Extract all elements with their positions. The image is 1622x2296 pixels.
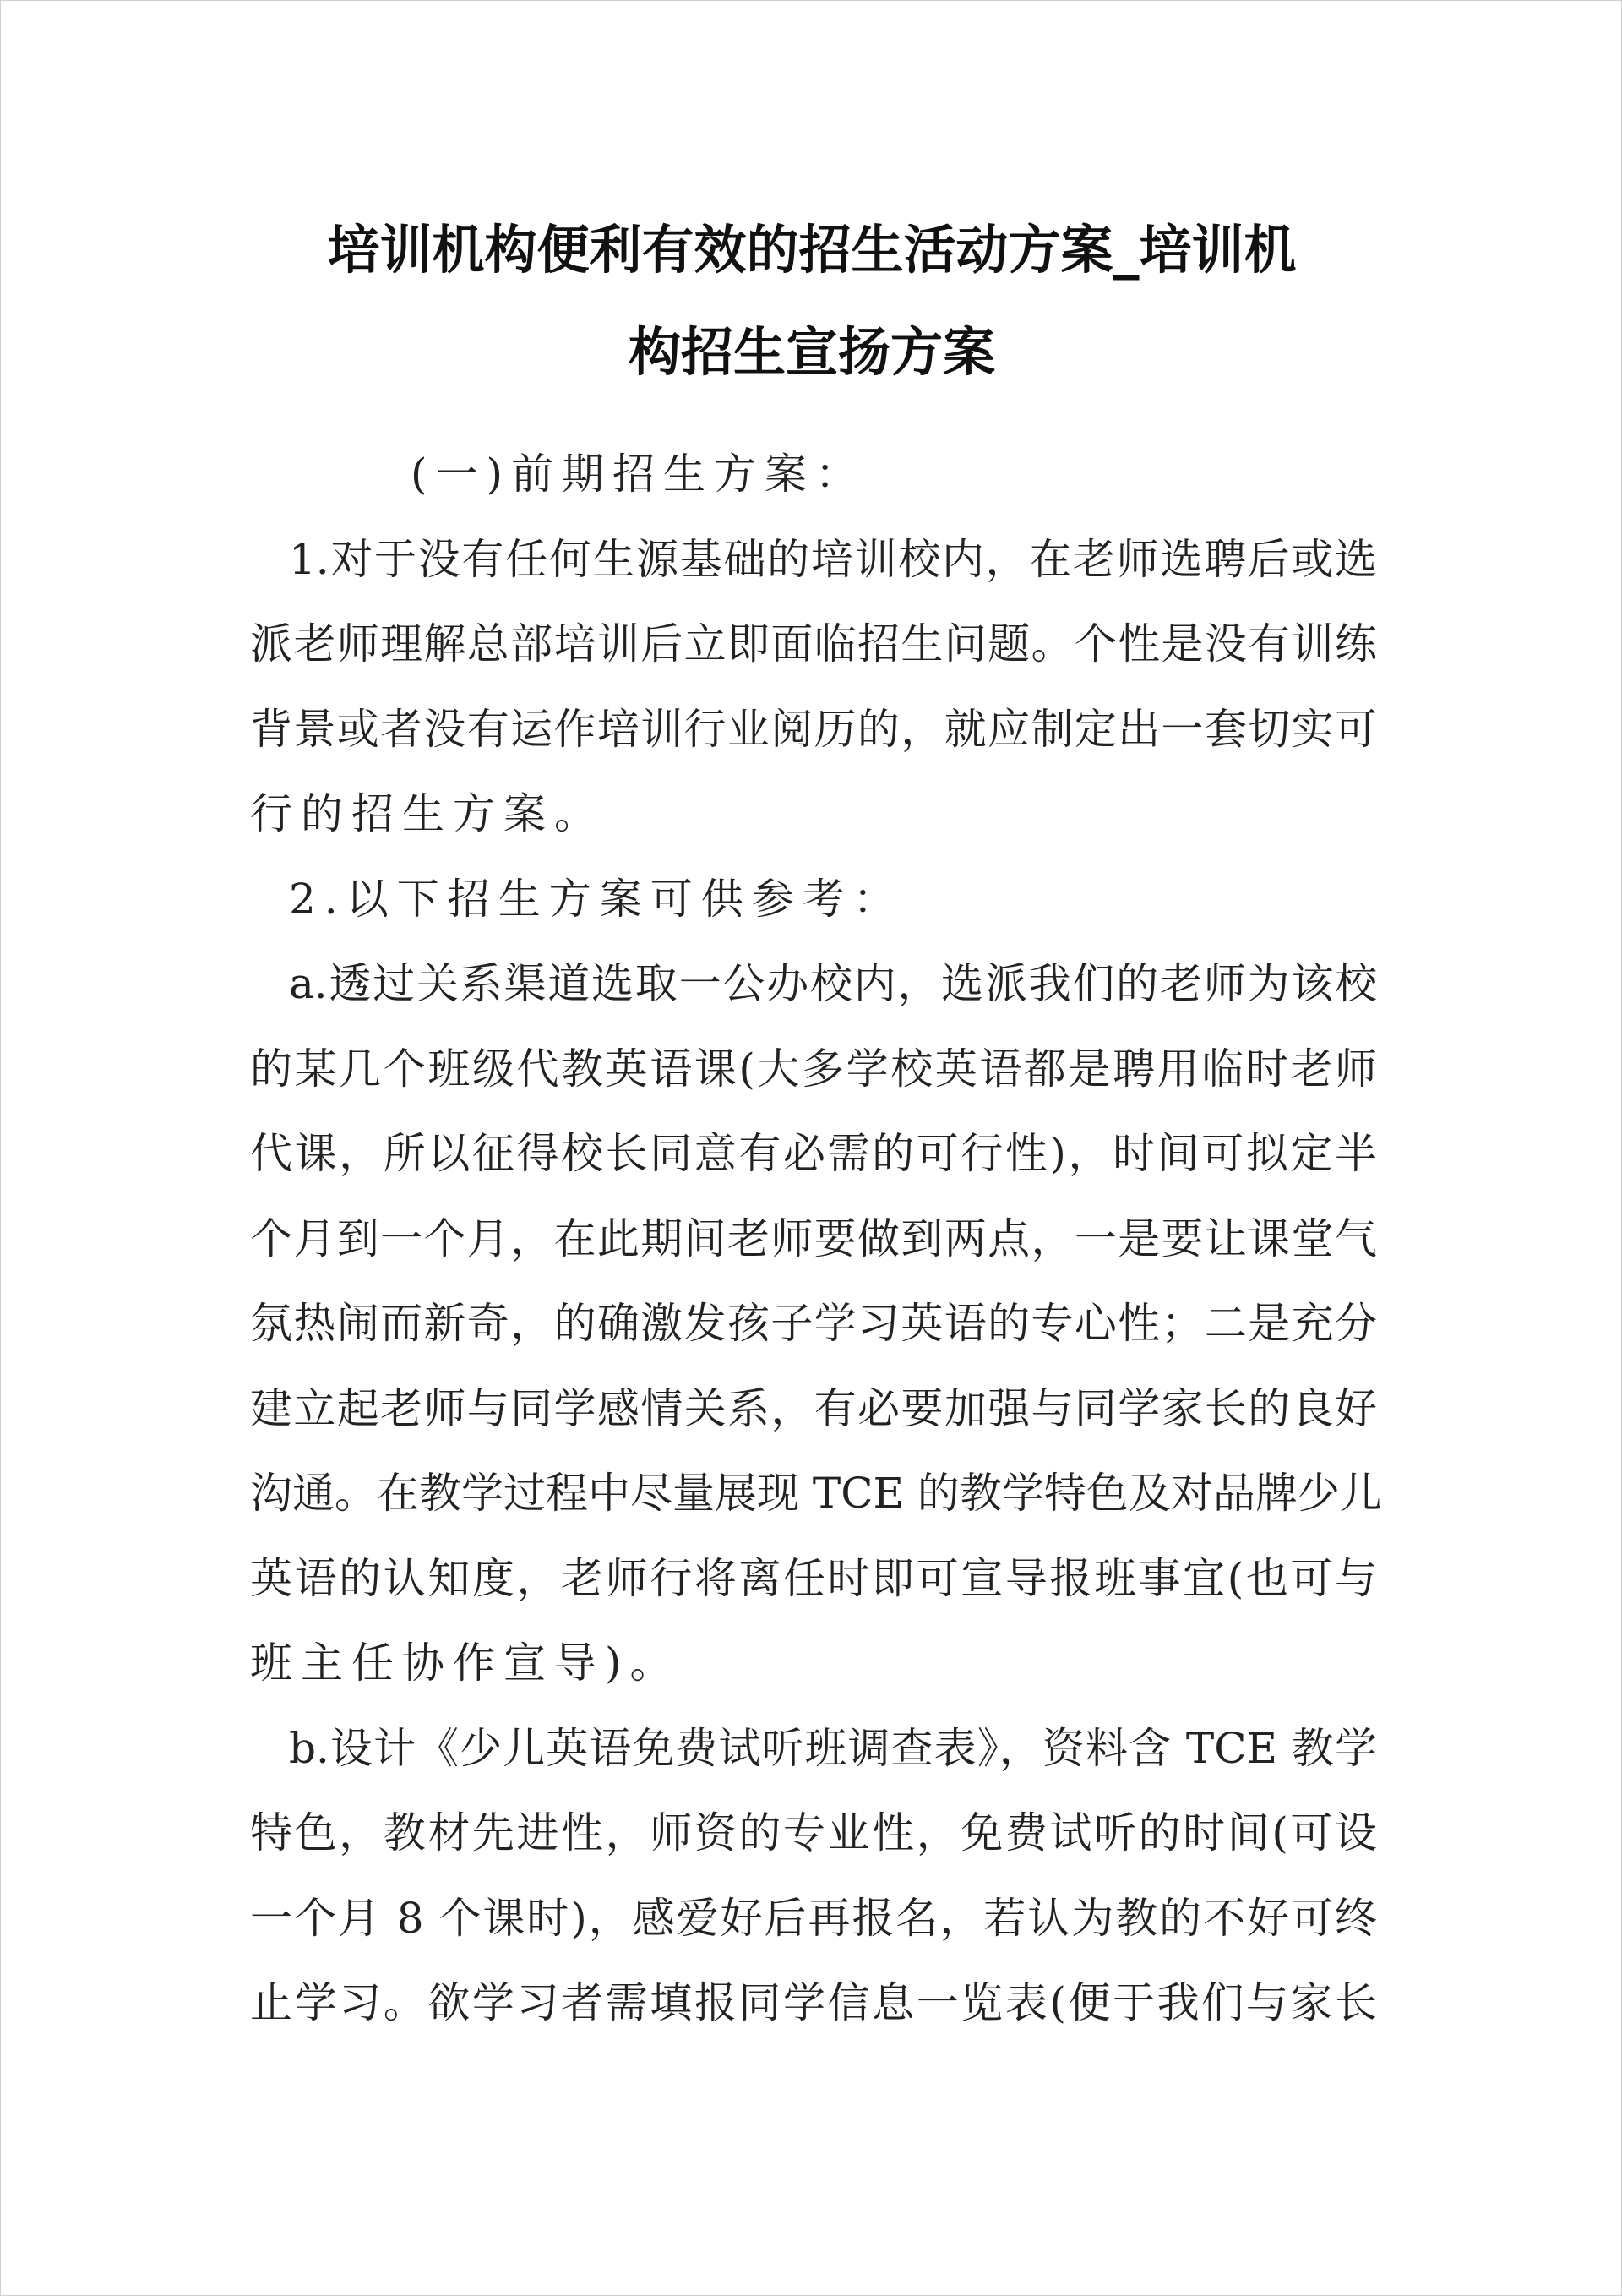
text-line: 2.以下招生方案可供参考： (289, 874, 904, 924)
text-line: 沟通。在教学过程中尽量展现 TCE 的教学特色及对品牌少儿 (250, 1469, 1382, 1518)
text-line: a.透过关系渠道选取一公办校内，选派我们的老师为该校 (289, 959, 1377, 1008)
text-line: 行的招生方案。 (250, 789, 605, 838)
text-line: 班主任协作宣导)。 (250, 1639, 681, 1688)
paragraph-3 (250, 941, 1382, 1706)
text-line: 氛热闹而新奇，的确激发孩子学习英语的专心性；二是充分 (250, 1299, 1377, 1348)
paragraph-4 (250, 1706, 1377, 2046)
section-heading: (一)前期招生方案： (411, 450, 867, 499)
text-line: 背景或者没有运作培训行业阅历的，就应制定出一套切实可 (250, 704, 1377, 754)
paragraph-1 (250, 517, 1377, 857)
text-line: 派老师理解总部培训后立即面临招生问题。个性是没有训练 (250, 619, 1377, 668)
text-line: 一个月 8 个课时)，感爱好后再报名，若认为教的不好可终 (250, 1893, 1377, 1943)
paragraph-2 (250, 857, 1377, 942)
document-title (237, 199, 1386, 403)
text-line: 代课，所以征得校长同意有必需的可行性)，时间可拟定半 (250, 1129, 1377, 1178)
title-line-2: 构招生宣扬方案 (628, 321, 995, 383)
document-body (250, 432, 1382, 2046)
text-line: 建立起老师与同学感情关系，有必要加强与同学家长的良好 (250, 1383, 1377, 1433)
title-line-1: 培训机构便利有效的招生活动方案_培训机 (327, 219, 1297, 281)
text-line: 止学习。欲学习者需填报同学信息一览表(便于我们与家长 (250, 1978, 1377, 2027)
text-line: 1.对于没有任何生源基础的培训校内，在老师选聘后或选 (289, 534, 1377, 584)
text-line: 个月到一个月，在此期间老师要做到两点，一是要让课堂气 (250, 1213, 1377, 1263)
text-line: 英语的认知度，老师行将离任时即可宣导报班事宜(也可与 (250, 1553, 1377, 1603)
text-line: b.设计《少儿英语免费试听班调查表》，资料含 TCE 教学 (289, 1723, 1377, 1773)
text-line: 特色，教材先进性，师资的专业性，免费试听的时间(可设 (250, 1808, 1377, 1857)
text-line: 的某几个班级代教英语课(大多学校英语都是聘用临时老师 (250, 1044, 1377, 1093)
